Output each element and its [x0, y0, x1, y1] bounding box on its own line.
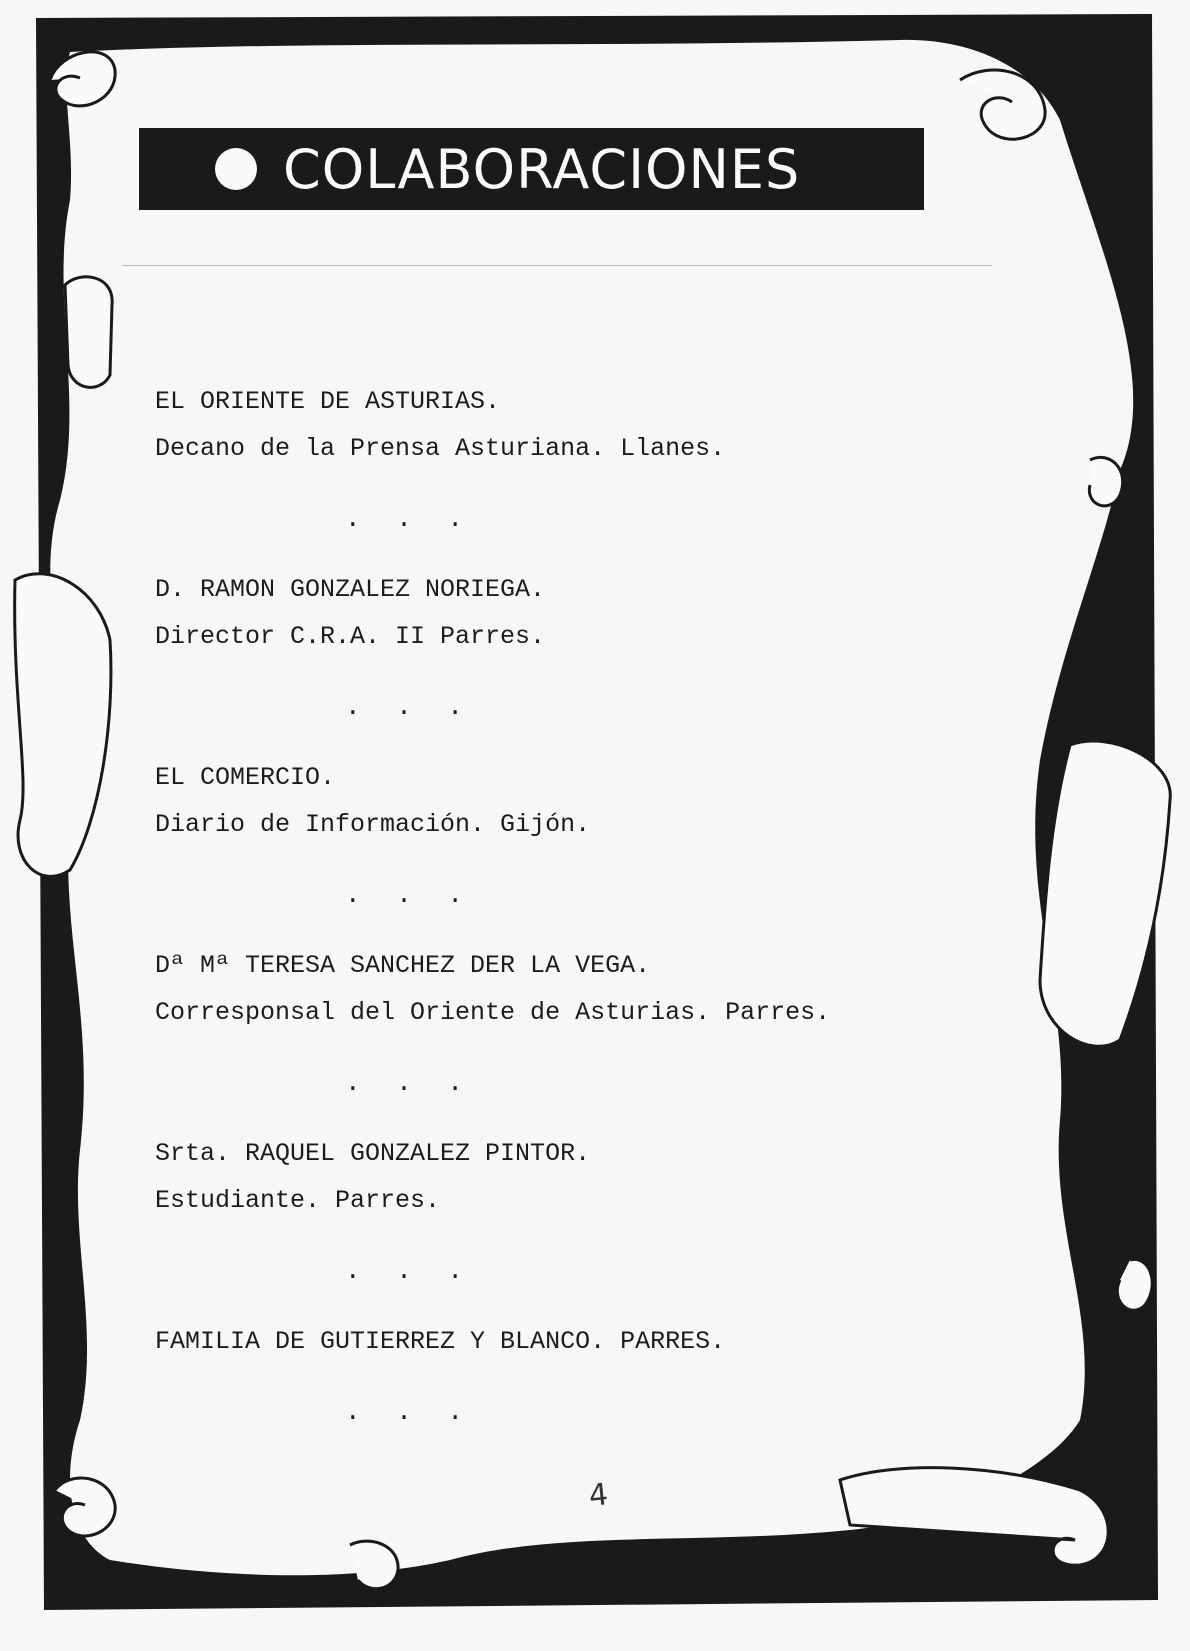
entry-name: EL ORIENTE DE ASTURIAS. — [155, 387, 501, 416]
list-item — [155, 378, 1005, 566]
entry-description: Estudiante. Parres. — [155, 1186, 441, 1215]
entry-name: FAMILIA DE GUTIERREZ Y BLANCO. PARRES. — [155, 1327, 726, 1356]
entry-description: Corresponsal del Oriente de Asturias. Parres. — [155, 998, 831, 1027]
entry-name: EL COMERCIO. — [155, 763, 336, 792]
header-divider — [122, 265, 992, 266]
entry-name: Srta. RAQUEL GONZALEZ PINTOR. — [155, 1139, 591, 1168]
entry-separator: . . . — [345, 504, 474, 534]
page-title: COLABORACIONES — [283, 137, 801, 201]
entry-description: Diario de Información. Gijón. — [155, 810, 591, 839]
bullet-dot-icon — [215, 148, 257, 190]
entry-separator: . . . — [345, 1068, 474, 1098]
scroll-curl-right-1 — [1089, 457, 1122, 506]
entry-name: Dª Mª TERESA SANCHEZ DER LA VEGA. — [155, 951, 651, 980]
entry-name: D. RAMON GONZALEZ NORIEGA. — [155, 575, 546, 604]
list-item — [155, 754, 1005, 942]
entry-separator: . . . — [345, 880, 474, 910]
list-item — [155, 1130, 1005, 1318]
scroll-curl-left-1 — [65, 277, 112, 388]
list-item — [155, 566, 1005, 754]
entry-description: Decano de la Prensa Asturiana. Llanes. — [155, 434, 726, 463]
list-item — [155, 1318, 1005, 1459]
entry-separator: . . . — [345, 692, 474, 722]
scroll-curl-left-2 — [15, 574, 111, 877]
entry-separator: . . . — [345, 1256, 474, 1286]
entry-separator: . . . — [345, 1397, 474, 1427]
section-header — [139, 128, 924, 210]
entry-description: Director C.R.A. II Parres. — [155, 622, 546, 651]
page-number: 4 — [587, 1477, 610, 1514]
collaborators-list — [155, 378, 1005, 1459]
list-item — [155, 942, 1005, 1130]
